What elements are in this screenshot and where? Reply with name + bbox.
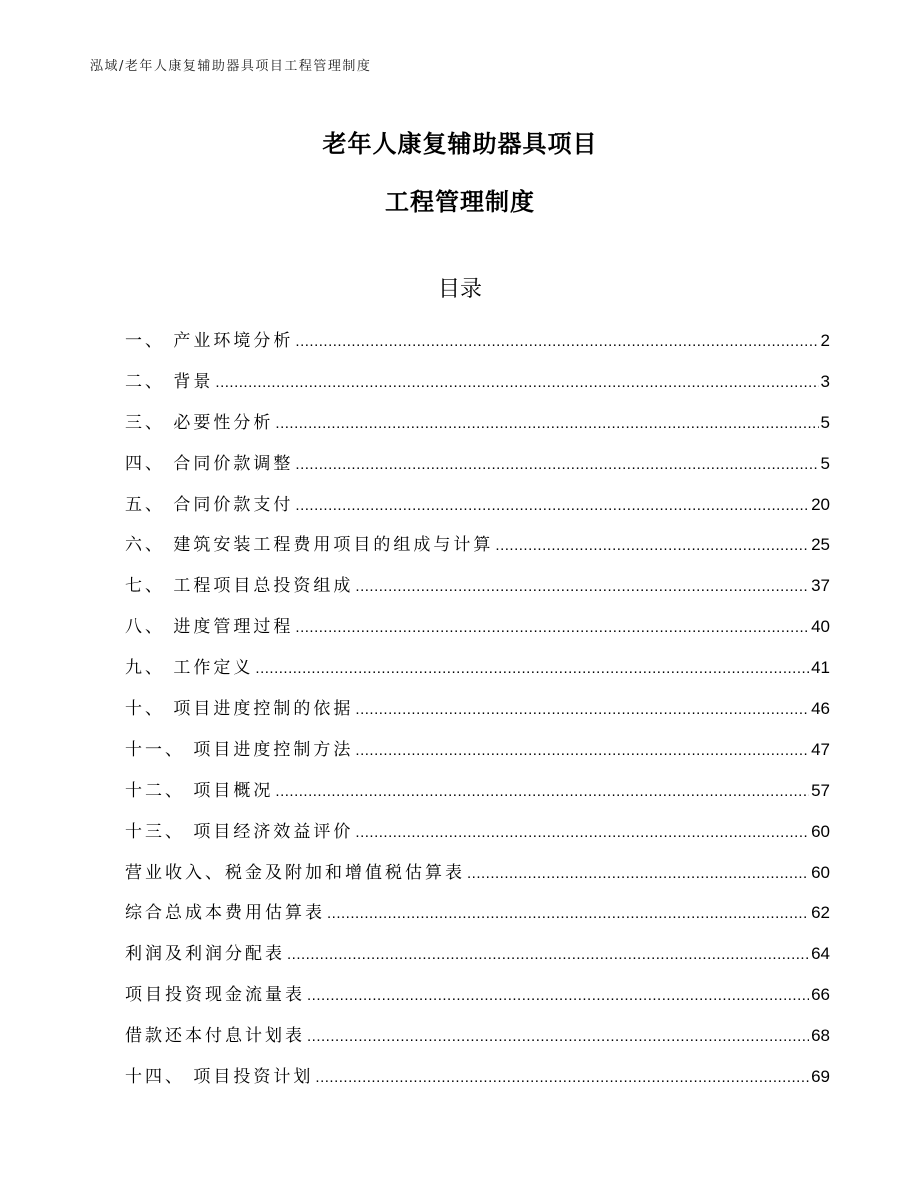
toc-leader-dots — [287, 946, 809, 963]
toc-leader-dots — [307, 1028, 809, 1045]
toc-entry-label: 十二、 项目概况 — [125, 780, 274, 801]
toc-entry[interactable] — [125, 571, 830, 612]
toc-entry-page: 62 — [811, 903, 830, 923]
toc-entry-label: 八、 进度管理过程 — [125, 617, 294, 638]
toc-entry[interactable] — [125, 530, 830, 571]
toc-entry-page: 60 — [811, 821, 830, 841]
toc-entry-page: 57 — [811, 780, 830, 800]
table-of-contents — [125, 326, 830, 1103]
toc-entry[interactable] — [125, 735, 830, 776]
toc-entry-page: 41 — [811, 658, 830, 678]
toc-entry-page: 47 — [811, 739, 830, 759]
toc-leader-dots — [495, 537, 809, 554]
toc-entry-label: 项目投资现金流量表 — [125, 985, 305, 1006]
toc-entry[interactable] — [125, 326, 830, 367]
toc-entry-label: 借款还本付息计划表 — [125, 1026, 305, 1047]
toc-entry-page: 2 — [820, 331, 830, 350]
running-header: 泓域/老年人康复辅助器具项目工程管理制度 — [90, 59, 372, 74]
toc-entry-label: 一、 产业环境分析 — [125, 331, 294, 351]
toc-entry[interactable] — [125, 817, 830, 858]
toc-entry[interactable] — [125, 490, 830, 531]
toc-leader-dots — [275, 783, 809, 800]
toc-entry-label: 五、 合同价款支付 — [125, 494, 294, 515]
toc-entry-page: 5 — [820, 412, 830, 432]
toc-leader-dots — [355, 578, 809, 595]
toc-entry-page: 66 — [811, 985, 830, 1005]
toc-entry[interactable] — [125, 1021, 830, 1062]
toc-entry-page: 69 — [811, 1067, 830, 1087]
toc-entry-label: 九、 工作定义 — [125, 658, 254, 679]
toc-leader-dots — [355, 742, 809, 759]
toc-entry-label: 十四、 项目投资计划 — [125, 1067, 314, 1088]
toc-entry-page: 64 — [811, 944, 830, 964]
toc-entry[interactable] — [125, 858, 830, 899]
toc-entry[interactable] — [125, 980, 830, 1021]
toc-leader-dots — [355, 701, 809, 718]
toc-leader-dots — [307, 987, 809, 1004]
toc-entry-label: 三、 必要性分析 — [125, 412, 274, 433]
toc-entry[interactable] — [125, 653, 830, 694]
toc-entry-label: 十、 项目进度控制的依据 — [125, 699, 354, 720]
document-title-line-2: 工程管理制度 — [385, 188, 535, 216]
toc-entry-label: 营业收入、税金及附加和增值税估算表 — [125, 862, 465, 883]
toc-entry-page: 25 — [811, 535, 830, 555]
toc-entry-page: 60 — [811, 862, 830, 882]
toc-entry-page: 68 — [811, 1026, 830, 1046]
toc-entry[interactable] — [125, 612, 830, 653]
toc-leader-dots — [355, 824, 809, 841]
toc-leader-dots — [275, 415, 818, 432]
toc-entry-page: 3 — [820, 371, 830, 391]
toc-entry-label: 利润及利润分配表 — [125, 944, 285, 965]
toc-entry-page: 20 — [811, 494, 830, 514]
toc-leader-dots — [467, 865, 809, 882]
toc-leader-dots — [295, 333, 818, 350]
toc-entry-label: 综合总成本费用估算表 — [125, 903, 325, 924]
toc-entry-label: 十三、 项目经济效益评价 — [125, 821, 354, 842]
toc-entry-page: 40 — [811, 617, 830, 637]
toc-leader-dots — [295, 497, 809, 514]
toc-entry[interactable] — [125, 776, 830, 817]
toc-leader-dots — [315, 1069, 809, 1086]
document-title-line-1: 老年人康复辅助器具项目 — [322, 130, 598, 158]
toc-leader-dots — [295, 619, 809, 636]
toc-entry-label: 六、 建筑安装工程费用项目的组成与计算 — [125, 535, 494, 556]
toc-entry-label: 二、 背景 — [125, 371, 214, 392]
toc-entry[interactable] — [125, 694, 830, 735]
toc-entry-label: 十一、 项目进度控制方法 — [125, 739, 354, 760]
toc-entry-label: 四、 合同价款调整 — [125, 453, 294, 474]
toc-leader-dots — [295, 456, 818, 473]
toc-entry-page: 5 — [820, 453, 830, 473]
toc-entry[interactable] — [125, 408, 830, 449]
toc-entry[interactable] — [125, 898, 830, 939]
toc-entry-page: 37 — [811, 576, 830, 596]
toc-heading: 目录 — [437, 277, 482, 302]
toc-entry-page: 46 — [811, 699, 830, 719]
toc-leader-dots — [215, 374, 818, 391]
toc-entry[interactable] — [125, 449, 830, 490]
toc-entry-label: 七、 工程项目总投资组成 — [125, 576, 354, 597]
toc-entry[interactable] — [125, 939, 830, 980]
toc-leader-dots — [255, 660, 809, 677]
toc-entry[interactable] — [125, 367, 830, 408]
toc-entry[interactable] — [125, 1062, 830, 1103]
toc-leader-dots — [327, 905, 809, 922]
